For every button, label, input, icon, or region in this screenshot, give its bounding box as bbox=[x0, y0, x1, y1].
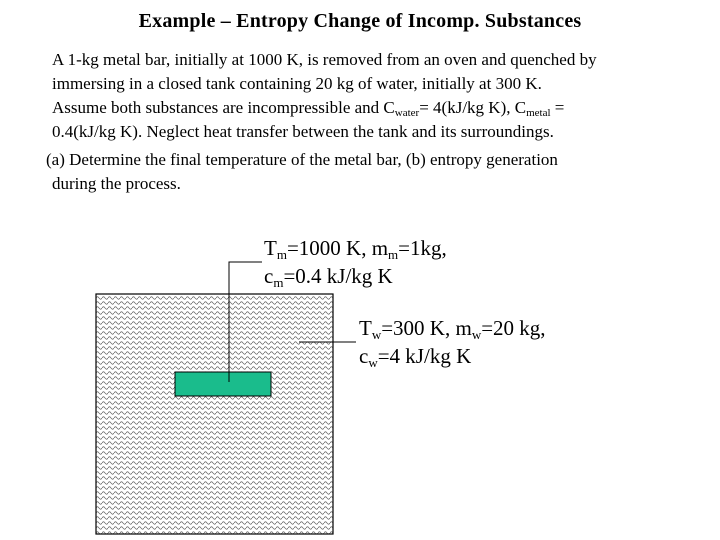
question-line-1: (a) Determine the final temperature of the metal bar, (b) entropy generation bbox=[46, 150, 558, 169]
metal-subscript: metal bbox=[526, 107, 551, 119]
metal-bar bbox=[175, 372, 271, 396]
slide-title: Example – Entropy Change of Incomp. Substances bbox=[138, 10, 582, 32]
problem-line-4: 0.4(kJ/kg K). Neglect heat transfer between the tank and its surroundings. bbox=[52, 122, 554, 141]
water-tank bbox=[96, 294, 333, 534]
metal-properties-label: $T_m=1000$ K, $m_m=1kg$, $c_m=0.4$ kJ/kg K bbox=[264, 236, 447, 290]
question-line-2: during the process. bbox=[52, 174, 181, 193]
water-properties-label: $T_w=300$ K, $m_w=20$ kg, $c_w=4$ kJ/kg K bbox=[359, 316, 546, 370]
problem-line-1: A 1-kg metal bar, initially at 1000 K, is removed from an oven and quenched by bbox=[52, 50, 597, 69]
problem-line-2: immersing in a closed tank containing 20 kg of water, initially at 300 K. bbox=[52, 74, 542, 93]
problem-line-3: Assume both substances are incompressible and $C_{water}= 4(kJ/kg$ K), $C_{metal}$ = bbox=[52, 98, 565, 119]
water-subscript: water bbox=[394, 107, 420, 119]
